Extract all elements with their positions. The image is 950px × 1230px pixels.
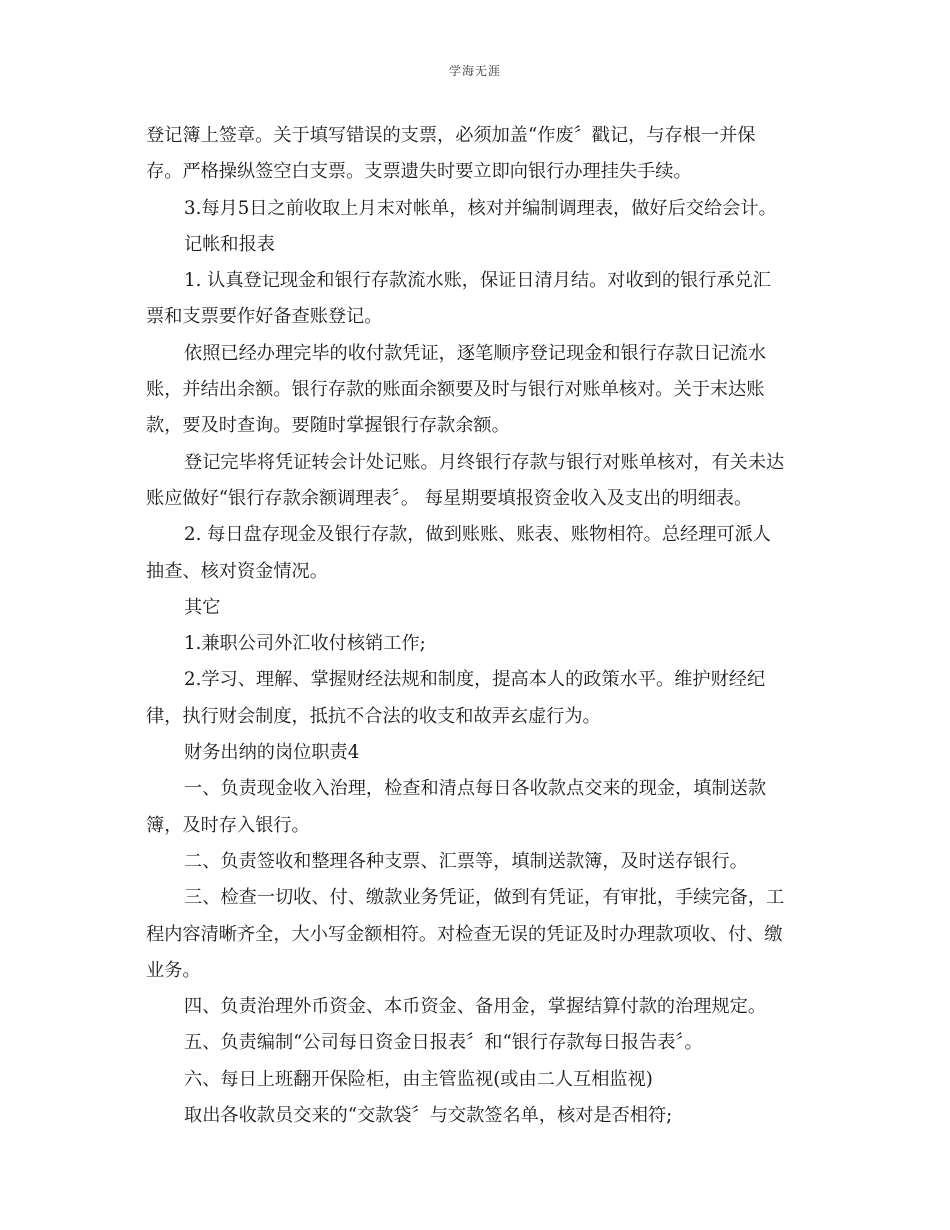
text-line: 六、每日上班翻开保险柜，由主管监视(或由二人互相监视) — [184, 1068, 653, 1090]
text-line: 3.每月5日之前收取上月末对帐单，核对并编制调理表，做好后交给会计。 — [184, 197, 777, 219]
text-line: 存。严格操纵签空白支票。支票遗失时要立即向银行办理挂失手续。 — [146, 161, 692, 183]
text-line: 依照已经办理完毕的收付款凭证，逐笔顺序登记现金和银行存款日记流水 — [184, 342, 767, 364]
section-heading: 记帐和报表 — [184, 233, 275, 255]
text-line: 1. 认真登记现金和银行存款流水账，保证日清月结。对收到的银行承兑汇 — [184, 270, 771, 292]
text-line: 账，并结出余额。银行存款的账面余额要及时与银行对账单核对。关于末达账 — [146, 379, 765, 401]
text-line: 登记完毕将凭证转会计处记账。月终银行存款与银行对账单核对，有关未达 — [184, 451, 785, 473]
text-line: 票和支票要作好备查账登记。 — [146, 306, 383, 328]
text-line: 五、负责编制“公司每日资金日报表〞和“银行存款每日报告表〞。 — [184, 1032, 703, 1054]
text-line: 取出各收款员交来的“交款袋〞与交款签名单，核对是否相符; — [184, 1105, 673, 1127]
text-line: 三、检查一切收、付、缴款业务凭证，做到有凭证，有审批，手续完备，工 — [184, 887, 785, 909]
text-line: 款，要及时查询。要随时掌握银行存款余额。 — [146, 415, 510, 437]
text-line: 业务。 — [146, 959, 201, 981]
page-header: 学海无涯 — [448, 64, 501, 78]
text-line: 1.兼职公司外汇收付核销工作; — [184, 633, 426, 655]
section-heading: 财务出纳的岗位职责4 — [184, 742, 360, 764]
section-heading: 其它 — [184, 596, 221, 618]
text-line: 一、负责现金收入治理，检查和清点每日各收款点交来的现金，填制送款 — [184, 778, 767, 800]
document-body — [146, 118, 806, 1134]
text-line: 程内容清晰齐全，大小写金额相符。对检查无误的凭证及时办理款项收、付、缴 — [146, 923, 783, 945]
text-line: 抽查、核对资金情况。 — [146, 560, 328, 582]
text-line: 2.学习、理解、掌握财经法规和制度，提高本人的政策水平。维护财经纪 — [184, 669, 766, 691]
text-line: 簿，及时存入银行。 — [146, 814, 310, 836]
text-line: 律，执行财会制度，抵抗不合法的收支和故弄玄虚行为。 — [146, 705, 601, 727]
text-line: 账应做好“银行存款余额调理表〞。 每星期要填报资金收入及支出的明细表。 — [146, 487, 753, 509]
text-line: 2. 每日盘存现金及银行存款，做到账账、账表、账物相符。总经理可派人 — [184, 524, 771, 546]
text-line: 二、负责签收和整理各种支票、汇票等，填制送款簿，及时送存银行。 — [184, 850, 748, 872]
text-line: 四、负责治理外币资金、本币资金、备用金，掌握结算付款的治理规定。 — [184, 996, 767, 1018]
text-line: 登记簿上签章。关于填写错误的支票，必须加盖“作废〞戳记，与存根一并保 — [146, 125, 756, 146]
